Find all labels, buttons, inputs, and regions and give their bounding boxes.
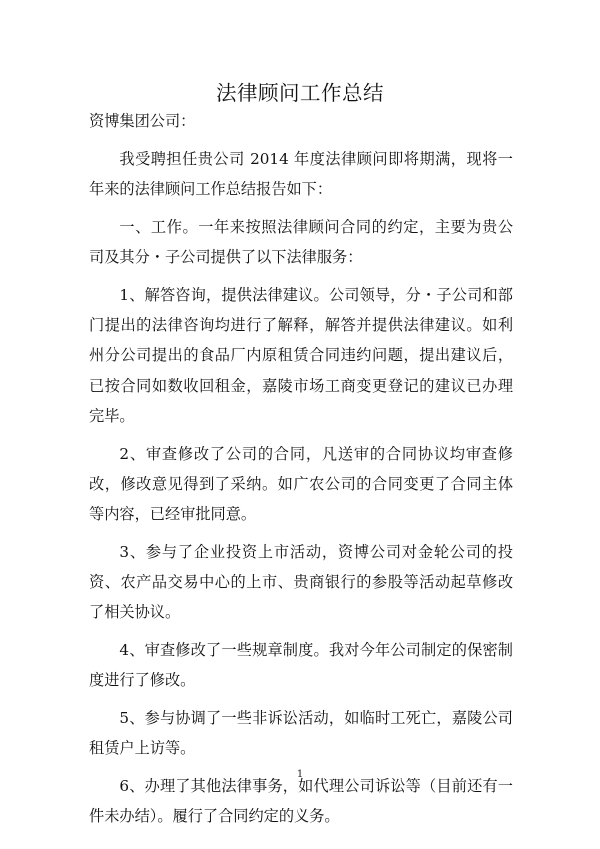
paragraph-item-5: 5、参与协调了一些非诉讼活动，如临时工死亡，嘉陵公司租赁户上访等。 — [89, 709, 513, 758]
paragraph-item-1: 1、解答咨询，提供法律建议。公司领导，分・子公司和部门提出的法律咨询均进行了解释，解答并提供法律建议。如利州分公司提出的食品厂内原租赁合同违约问题，提出建议后，已按合同如数收回租金，嘉陵市场工商变更登记的建议已办理完毕。 — [89, 285, 513, 425]
document-title: 法律顾问工作总结 — [216, 81, 384, 105]
page-number: 1 — [296, 769, 304, 780]
paragraph-section-work: 一、工作。一年来按照法律顾问合同的约定，主要为贵公司及其分・子公司提供了以下法律服务： — [89, 217, 513, 266]
paragraph-item-3: 3、参与了企业投资上市活动，资博公司对金轮公司的投资、农产品交易中心的上市、贵商银行的参股等活动起草修改了相关协议。 — [89, 542, 513, 622]
paragraph-item-4: 4、审查修改了一些规章制度。我对今年公司制定的保密制度进行了修改。 — [89, 641, 513, 690]
paragraph-item-6: 6、办理了其他法律事务，如代理公司诉讼等（目前还有一件未办结）。履行了合同约定的义务。 — [89, 777, 513, 826]
document-body — [89, 106, 513, 839]
paragraph-item-2: 2、审查修改了公司的合同，凡送审的合同协议均审查修改，修改意见得到了采纳。如广农公司的合同变更了合同主体等内容，已经审批同意。 — [89, 444, 513, 524]
salutation: 资博集团公司： — [89, 112, 196, 130]
paragraph-intro: 我受聘担任贵公司 2014 年度法律顾问即将期满，现将一年来的法律顾问工作总结报告如下： — [89, 149, 513, 198]
